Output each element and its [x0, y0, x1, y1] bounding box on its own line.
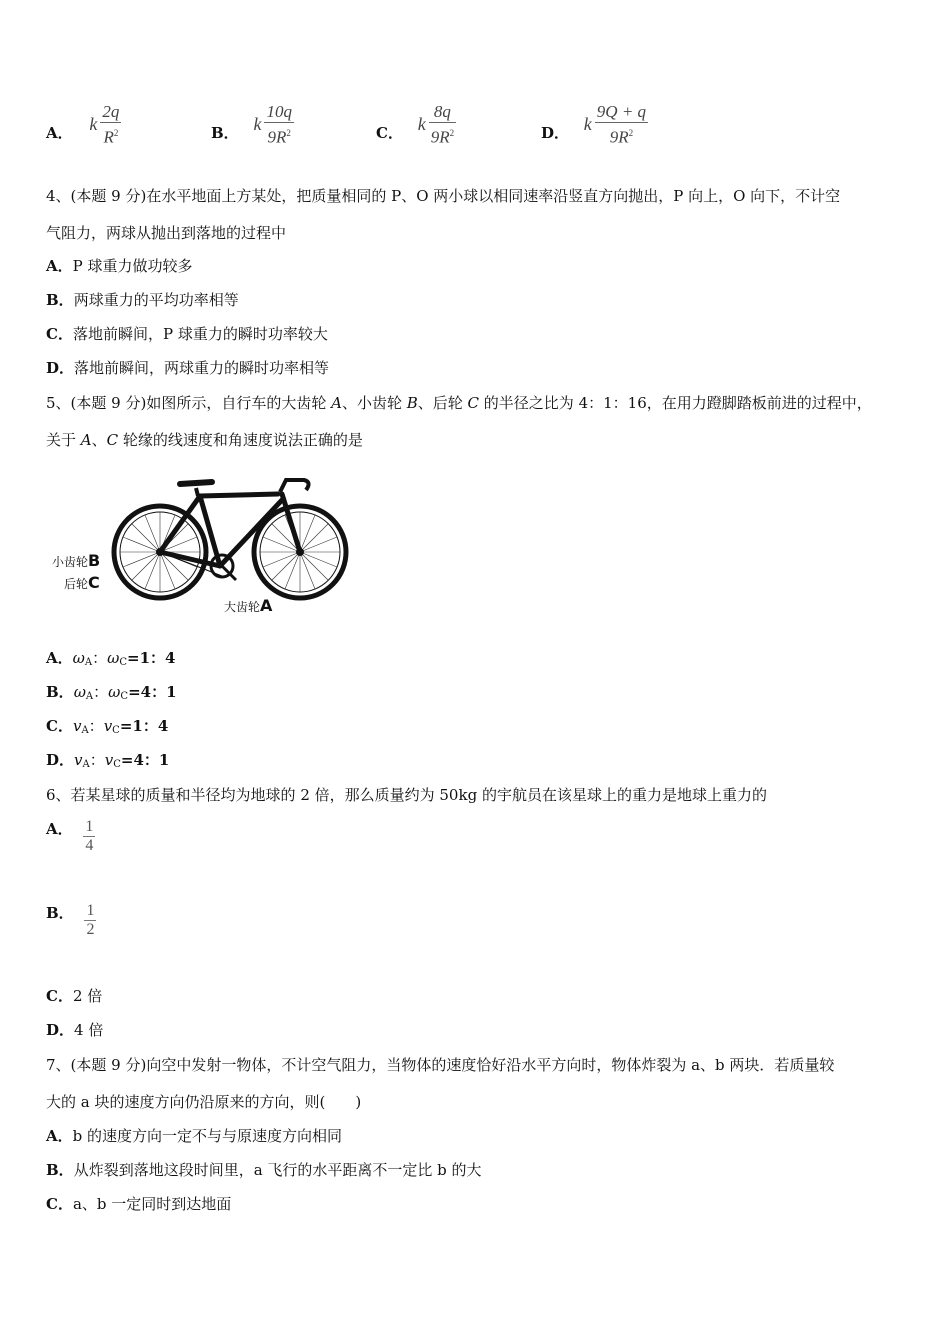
- q4-option-c: [46, 324, 328, 344]
- option-label: C．: [376, 124, 403, 143]
- q5-option-d: [46, 750, 169, 775]
- colon: ：: [89, 751, 105, 769]
- option-label: D．: [46, 359, 75, 377]
- label-text: 小齿轮: [52, 555, 89, 569]
- denominator: [429, 123, 456, 148]
- q6-option-c: [46, 986, 102, 1006]
- denominator: [264, 123, 294, 148]
- option-label: B．: [46, 291, 74, 309]
- option-label: A．: [46, 1127, 73, 1145]
- fraction: [83, 818, 95, 855]
- symbol: v: [103, 717, 113, 735]
- option-text: 落地前瞬间，P 球重力的瞬时功率较大: [72, 325, 328, 343]
- fraction: [100, 102, 121, 148]
- label-text: 后轮: [64, 577, 89, 591]
- q7-option-b: [46, 1160, 482, 1180]
- q6-option-d: [46, 1020, 103, 1040]
- constant-k: k: [89, 114, 98, 135]
- option-label: A．: [46, 820, 73, 838]
- var-a: A: [331, 394, 342, 412]
- q3-option-b: [211, 102, 294, 148]
- subscript: C: [112, 725, 120, 736]
- option-label: D．: [541, 124, 570, 143]
- q3-option-c: [376, 102, 456, 148]
- label-letter: B: [88, 551, 101, 570]
- symbol: v: [104, 751, 114, 769]
- option-label: A．: [46, 257, 73, 275]
- option-label: D．: [46, 1021, 75, 1039]
- q4-option-b: [46, 290, 239, 310]
- fraction: [264, 102, 294, 148]
- label-text: 大齿轮: [224, 600, 261, 614]
- option-text: 4 倍: [74, 1021, 104, 1039]
- option-text: 两球重力的平均功率相等: [73, 291, 239, 309]
- option-text: a、b 一定同时到达地面: [72, 1195, 232, 1213]
- fraction: [84, 902, 96, 939]
- label-letter: A: [260, 596, 273, 615]
- q5-option-b: [46, 682, 177, 707]
- exponent: 2: [113, 128, 119, 138]
- bicycle-icon: [50, 466, 356, 616]
- symbol: v: [74, 751, 83, 769]
- option-label: C．: [46, 717, 73, 735]
- colon: ：: [88, 717, 104, 735]
- q7-option-a: [46, 1126, 342, 1146]
- option-text: P 球重力做功较多: [72, 257, 193, 275]
- subscript: C: [120, 691, 129, 702]
- option-label: D．: [46, 751, 75, 769]
- option-label: B．: [46, 1161, 74, 1179]
- denominator: [595, 123, 648, 148]
- q7-stem-line1: 7、(本题 9 分)向空中发射一物体，不计空气阻力，当物体的速度恰好沿水平方向时，物体炸裂为 a、b 两块．若质量较: [46, 1056, 835, 1074]
- q7-option-c: [46, 1194, 231, 1214]
- q5-stem-line1: [46, 393, 872, 413]
- constant-k: k: [583, 114, 592, 135]
- text-part: 、小齿轮: [341, 394, 407, 412]
- var-a: A: [80, 431, 92, 449]
- numerator: 1: [85, 818, 94, 835]
- option-label: B．: [46, 683, 74, 701]
- text-part: 的半径之比为 4：1：16，在用力蹬脚踏板前进的过程中，: [479, 394, 872, 412]
- figure-label-rear-wheel: [64, 573, 100, 592]
- subscript: A: [85, 691, 94, 702]
- subscript: C: [113, 759, 121, 770]
- symbol: ω: [72, 649, 85, 667]
- q6-option-b: [46, 902, 96, 939]
- symbol: v: [72, 717, 82, 735]
- var-c: C: [467, 394, 480, 412]
- figure-label-small-gear: [52, 551, 100, 570]
- q4-option-d: [46, 358, 329, 378]
- text-part: 、后轮: [417, 394, 468, 412]
- ratio: =1：4: [119, 717, 169, 735]
- ratio: =4：1: [120, 751, 170, 769]
- q6-stem: 6、若某星球的质量和半径均为地球的 2 倍，那么质量约为 50kg 的宇航员在该星球上的重力是地球上重力的: [46, 786, 767, 804]
- option-label: A．: [46, 649, 73, 667]
- denominator-base: 9R: [267, 127, 287, 147]
- option-label: B．: [46, 904, 74, 922]
- fraction: [429, 102, 456, 148]
- q3-option-d: [541, 102, 648, 148]
- option-text: 2 倍: [72, 987, 103, 1005]
- fraction: [595, 102, 648, 148]
- q3-option-a: [46, 102, 121, 148]
- denominator-base: 9R: [430, 127, 450, 147]
- q5-stem-line2: [46, 430, 363, 450]
- q4-stem-line2: 气阻力，两球从抛出到落地的过程中: [46, 224, 287, 242]
- numerator: 1: [86, 902, 95, 919]
- colon: ：: [93, 683, 109, 701]
- text-part: 关于: [46, 431, 81, 449]
- option-text: 从炸裂到落地这段时间里，a 飞行的水平距离不一定比 b 的大: [73, 1161, 482, 1179]
- figure-label-big-gear: [224, 596, 272, 615]
- var-c: C: [106, 431, 119, 449]
- option-text: b 的速度方向一定不与与原速度方向相同: [72, 1127, 343, 1145]
- denominator-base: 9R: [609, 127, 629, 147]
- option-label: B．: [211, 124, 239, 143]
- q5-option-a: [46, 648, 175, 673]
- q7-stem-line2: 大的 a 块的速度方向仍沿原来的方向，则( ): [46, 1093, 362, 1111]
- q4-stem-line1: 4、(本题 9 分)在水平地面上方某处，把质量相同的 P、O 两小球以相同速率沿竖直方向抛出，P 向上，O 向下，不计空: [46, 187, 841, 205]
- exponent: 2: [628, 128, 634, 138]
- subscript: C: [119, 657, 128, 668]
- q5-option-c: [46, 716, 168, 741]
- option-label: C．: [46, 987, 73, 1005]
- denominator: 4: [85, 837, 94, 854]
- denominator-base: R: [103, 127, 114, 147]
- text-part: 、: [91, 431, 107, 449]
- option-label: C．: [46, 325, 73, 343]
- numerator: 9Q + q: [596, 102, 647, 121]
- ratio: =4：1: [128, 683, 177, 701]
- numerator: 8q: [429, 102, 456, 123]
- exponent: 2: [286, 128, 291, 138]
- denominator: [100, 123, 121, 148]
- symbol: ω: [107, 649, 120, 667]
- text-part: 轮缘的线速度和角速度说法正确的是: [118, 431, 363, 449]
- subscript: A: [81, 725, 89, 736]
- constant-k: k: [417, 114, 426, 135]
- text-part: 5、(本题 9 分)如图所示，自行车的大齿轮: [46, 394, 332, 412]
- ratio: =1：4: [127, 649, 176, 667]
- subscript: A: [84, 657, 93, 668]
- q4-option-a: [46, 256, 193, 276]
- colon: ：: [92, 649, 108, 667]
- numerator: 2q: [102, 102, 120, 121]
- label-letter: C: [88, 573, 100, 592]
- numerator: 10q: [266, 102, 292, 121]
- exponent: 2: [449, 128, 455, 138]
- symbol: ω: [108, 683, 121, 701]
- option-label: C．: [46, 1195, 73, 1213]
- option-label: A．: [46, 124, 73, 143]
- subscript: A: [82, 759, 90, 770]
- denominator: 2: [86, 921, 95, 938]
- bicycle-figure: [50, 466, 356, 616]
- symbol: ω: [73, 683, 86, 701]
- var-b: B: [406, 394, 418, 412]
- constant-k: k: [253, 114, 262, 135]
- q6-option-a: [46, 818, 95, 855]
- option-text: 落地前瞬间，两球重力的瞬时功率相等: [74, 359, 330, 377]
